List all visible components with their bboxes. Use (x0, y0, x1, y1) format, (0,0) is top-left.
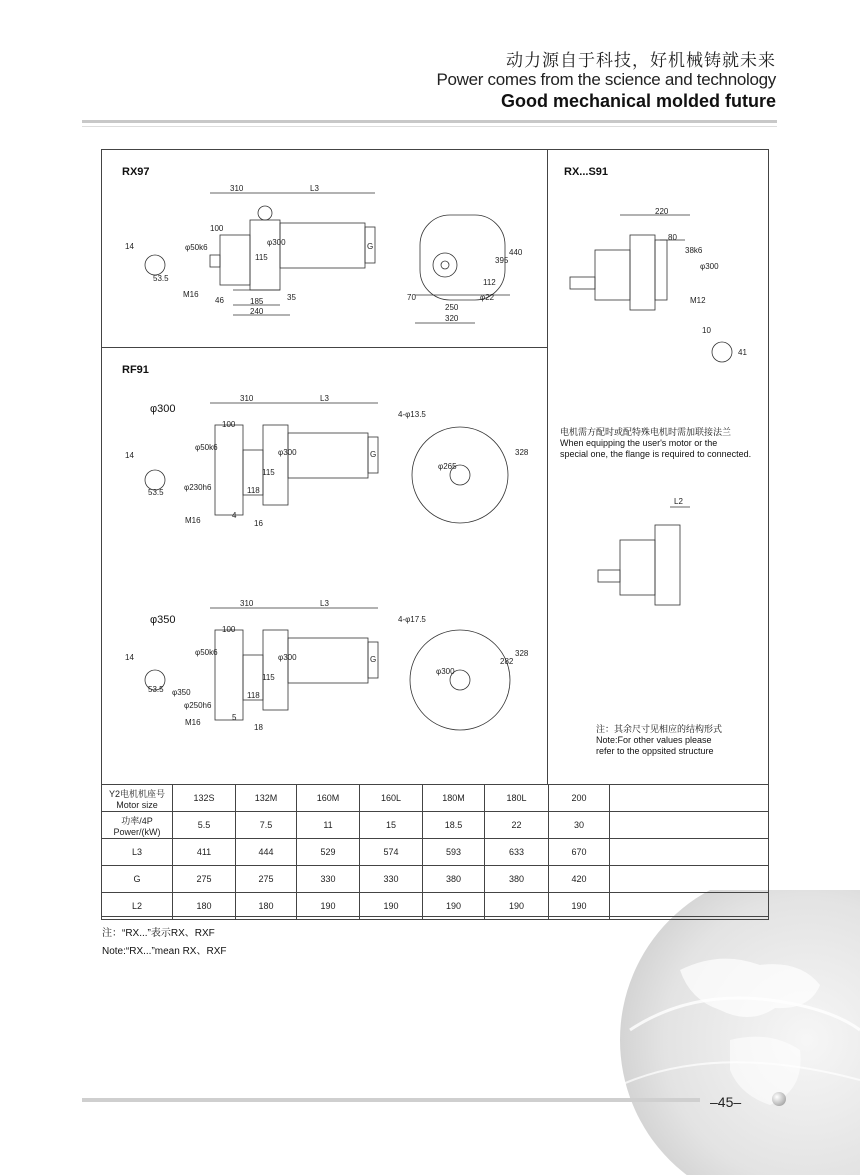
table-cell-empty (610, 812, 769, 839)
footnote-en: Note:“RX...”mean RX、RXF (102, 946, 227, 957)
rxs91-dim-300: φ300 (700, 262, 719, 271)
rf91-300-dim-328: 328 (515, 448, 529, 457)
rf91-350-dim-115: 115 (262, 673, 275, 682)
table-cell: 190 (297, 893, 360, 920)
table-cell: 330 (360, 866, 423, 893)
table-row-label: 功率/4P Power/(kW) (102, 812, 173, 839)
table-cell: 15 (360, 812, 423, 839)
rx97-dim-100: 100 (210, 224, 224, 233)
rf91-350-dim-g: G (370, 655, 377, 664)
rf91-350-dim-m16: M16 (185, 718, 201, 727)
rf91-phi350-drawing (120, 600, 540, 750)
motor-flange-note-en1: When equipping the user's motor or the (560, 438, 718, 448)
table-cell: 11 (297, 812, 360, 839)
table-cell: 411 (173, 839, 236, 866)
rxs91-dim-220: 220 (655, 207, 669, 216)
rf91-350-dim-18: 18 (254, 723, 263, 732)
rx97-dim-35: 35 (287, 293, 296, 302)
rf91-350-dim-14: 14 (125, 653, 134, 662)
table-cell: 275 (236, 866, 297, 893)
rf91-phi300-drawing (120, 395, 540, 545)
rx97-dim-m16: M16 (183, 290, 199, 299)
table-cell: 574 (360, 839, 423, 866)
rxs91-title: RX...S91 (564, 166, 609, 178)
rx97-dim-185: 185 (250, 297, 264, 306)
table-cell: 190 (423, 893, 485, 920)
rf91-350-dim-5: 5 (232, 713, 237, 722)
rxs91-dim-10: 10 (702, 326, 711, 335)
rf91-300-dim-53-5: 53.5 (148, 488, 164, 497)
header-chinese-slogan: 动力源自于科技，好机械铸就未来 (506, 51, 776, 71)
table-row-label: G (102, 866, 173, 893)
frame-divider-vertical (547, 149, 548, 784)
rf91-300-dim-l3: L3 (320, 395, 329, 403)
motor-spec-table (101, 784, 769, 920)
rx97-dim-50k6: φ50k6 (185, 243, 208, 252)
rf91-300-dim-300: φ300 (278, 448, 297, 457)
header-english-slogan: Power comes from the science and technology (436, 70, 776, 89)
other-values-note (596, 724, 722, 757)
l2-label: L2 (674, 497, 683, 506)
rx97-dim-22: φ22 (480, 293, 495, 302)
table-cell: 160M (297, 785, 360, 812)
table-cell: 190 (549, 893, 610, 920)
rf91-300-dim-14: 14 (125, 451, 134, 460)
rf91-350-dim-118: 118 (247, 691, 260, 700)
table-cell: 22 (485, 812, 549, 839)
footnote-cn: 注：“RX...”表示RX、RXF (102, 928, 215, 939)
rf91-300-dim-4: 4 (232, 511, 237, 520)
rf91-300-dim-265: φ265 (438, 462, 457, 471)
table-cell: 180 (173, 893, 236, 920)
table-cell: 190 (360, 893, 423, 920)
table-cell-empty (610, 785, 769, 812)
rf91-300-dim-16: 16 (254, 519, 263, 528)
table-row-g (102, 866, 769, 893)
rx97-title: RX97 (122, 166, 150, 178)
rf91-350-dim-250h6: φ250h6 (184, 701, 212, 710)
rf91-350-dim-50k6: φ50k6 (195, 648, 218, 657)
rf91-350-dim-53-5: 53.5 (148, 685, 164, 694)
rf91-350-dim-328: 328 (515, 649, 529, 658)
table-cell: 420 (549, 866, 610, 893)
table-cell: 180 (236, 893, 297, 920)
rf91-phi350-label: φ350 (150, 614, 176, 626)
rxs91-dim-41: 41 (738, 348, 747, 357)
table-cell: 190 (485, 893, 549, 920)
table-cell: 18.5 (423, 812, 485, 839)
rf91-300-dim-holes: 4-φ13.5 (398, 410, 426, 419)
other-values-note-en2: refer to the oppsited structure (596, 746, 714, 756)
table-cell: 5.5 (173, 812, 236, 839)
rx97-dim-l3: L3 (310, 185, 319, 193)
table-row-power (102, 812, 769, 839)
rf91-title: RF91 (122, 364, 149, 376)
rf91-350-dim-100: 100 (222, 625, 236, 634)
rf91-300-dim-100: 100 (222, 420, 236, 429)
table-cell: 7.5 (236, 812, 297, 839)
rx97-dim-14: 14 (125, 242, 134, 251)
motor-flange-note (560, 427, 751, 460)
table-row-l2 (102, 893, 769, 920)
other-values-note-en1: Note:For other values please (596, 735, 712, 745)
page-ball-icon (772, 1092, 786, 1106)
table-cell: 593 (423, 839, 485, 866)
table-cell: 380 (423, 866, 485, 893)
frame-divider-horizontal (101, 347, 547, 348)
table-cell: 444 (236, 839, 297, 866)
rxs91-dim-38k6: 38k6 (685, 246, 703, 255)
table-row-label: Y2电机机座号 Motor size (102, 785, 173, 812)
table-cell: 380 (485, 866, 549, 893)
rx97-dim-115: 115 (255, 253, 268, 262)
table-cell: 670 (549, 839, 610, 866)
page-number: –45– (710, 1094, 742, 1110)
rxs91-dim-80: 80 (668, 233, 677, 242)
rx97-dim-395: 395 (495, 256, 509, 265)
other-values-note-cn: 注：其余尺寸见相应的结构形式 (596, 724, 723, 734)
rf91-300-dim-230h6: φ230h6 (184, 483, 212, 492)
table-cell: 200 (549, 785, 610, 812)
rx97-dim-112: 112 (483, 278, 496, 287)
rxs91-dim-m12: M12 (690, 296, 706, 305)
rxs91-drawing (560, 205, 760, 370)
rf91-350-dim-350: φ350 (172, 688, 191, 697)
rf91-phi300-label: φ300 (150, 403, 176, 415)
table-cell: 30 (549, 812, 610, 839)
rf91-300-dim-g: G (370, 450, 377, 459)
table-cell-empty (610, 893, 769, 920)
table-cell: 330 (297, 866, 360, 893)
motor-flange-note-cn: 电机需方配时或配特殊电机时需加联接法兰 (560, 427, 732, 437)
rx97-dim-70: 70 (407, 293, 416, 302)
rf91-300-dim-310: 310 (240, 395, 254, 403)
table-row-motor-size (102, 785, 769, 812)
rf91-300-dim-50k6: φ50k6 (195, 443, 218, 452)
rf91-350-dim-310: 310 (240, 600, 254, 608)
globe-watermark (570, 890, 860, 1175)
table-cell: 132S (173, 785, 236, 812)
footer-divider (82, 1098, 700, 1102)
rx97-dim-53-5: 53.5 (153, 274, 169, 283)
rx97-dim-46: 46 (215, 296, 224, 305)
rf91-300-dim-115: 115 (262, 468, 275, 477)
table-cell: 160L (360, 785, 423, 812)
table-cell: 180M (423, 785, 485, 812)
rf91-350-dim-l3: L3 (320, 600, 329, 608)
table-cell-empty (610, 866, 769, 893)
rx97-dim-320: 320 (445, 314, 459, 323)
table-cell: 529 (297, 839, 360, 866)
table-cell: 275 (173, 866, 236, 893)
rf91-350-dim-phi300: φ300 (436, 667, 455, 676)
rf91-350-dim-282: 282 (500, 657, 514, 666)
rx97-dim-g: G (367, 242, 374, 251)
table-cell: 633 (485, 839, 549, 866)
rf91-350-dim-300: φ300 (278, 653, 297, 662)
table-cell: 132M (236, 785, 297, 812)
rf91-300-dim-m16: M16 (185, 516, 201, 525)
rx97-dim-310: 310 (230, 185, 244, 193)
header-divider-thin (82, 126, 777, 127)
table-cell: 180L (485, 785, 549, 812)
header-english-title: Good mechanical molded future (500, 91, 776, 111)
rf91-350-dim-holes: 4-φ17.5 (398, 615, 426, 624)
table-row-l3 (102, 839, 769, 866)
rx97-dim-250: 250 (445, 303, 459, 312)
rx97-dim-240: 240 (250, 307, 264, 316)
table-row-label: L2 (102, 893, 173, 920)
table-cell-empty (610, 839, 769, 866)
rf91-300-dim-118: 118 (247, 486, 260, 495)
rx97-dim-440: 440 (509, 248, 523, 257)
motor-flange-note-en2: special one, the flange is required to connected. (560, 449, 752, 459)
rx97-dim-300: φ300 (267, 238, 286, 247)
rx97-drawing (115, 185, 535, 335)
header-divider (82, 120, 777, 123)
table-row-label: L3 (102, 839, 173, 866)
l2-flange-drawing (590, 495, 700, 615)
